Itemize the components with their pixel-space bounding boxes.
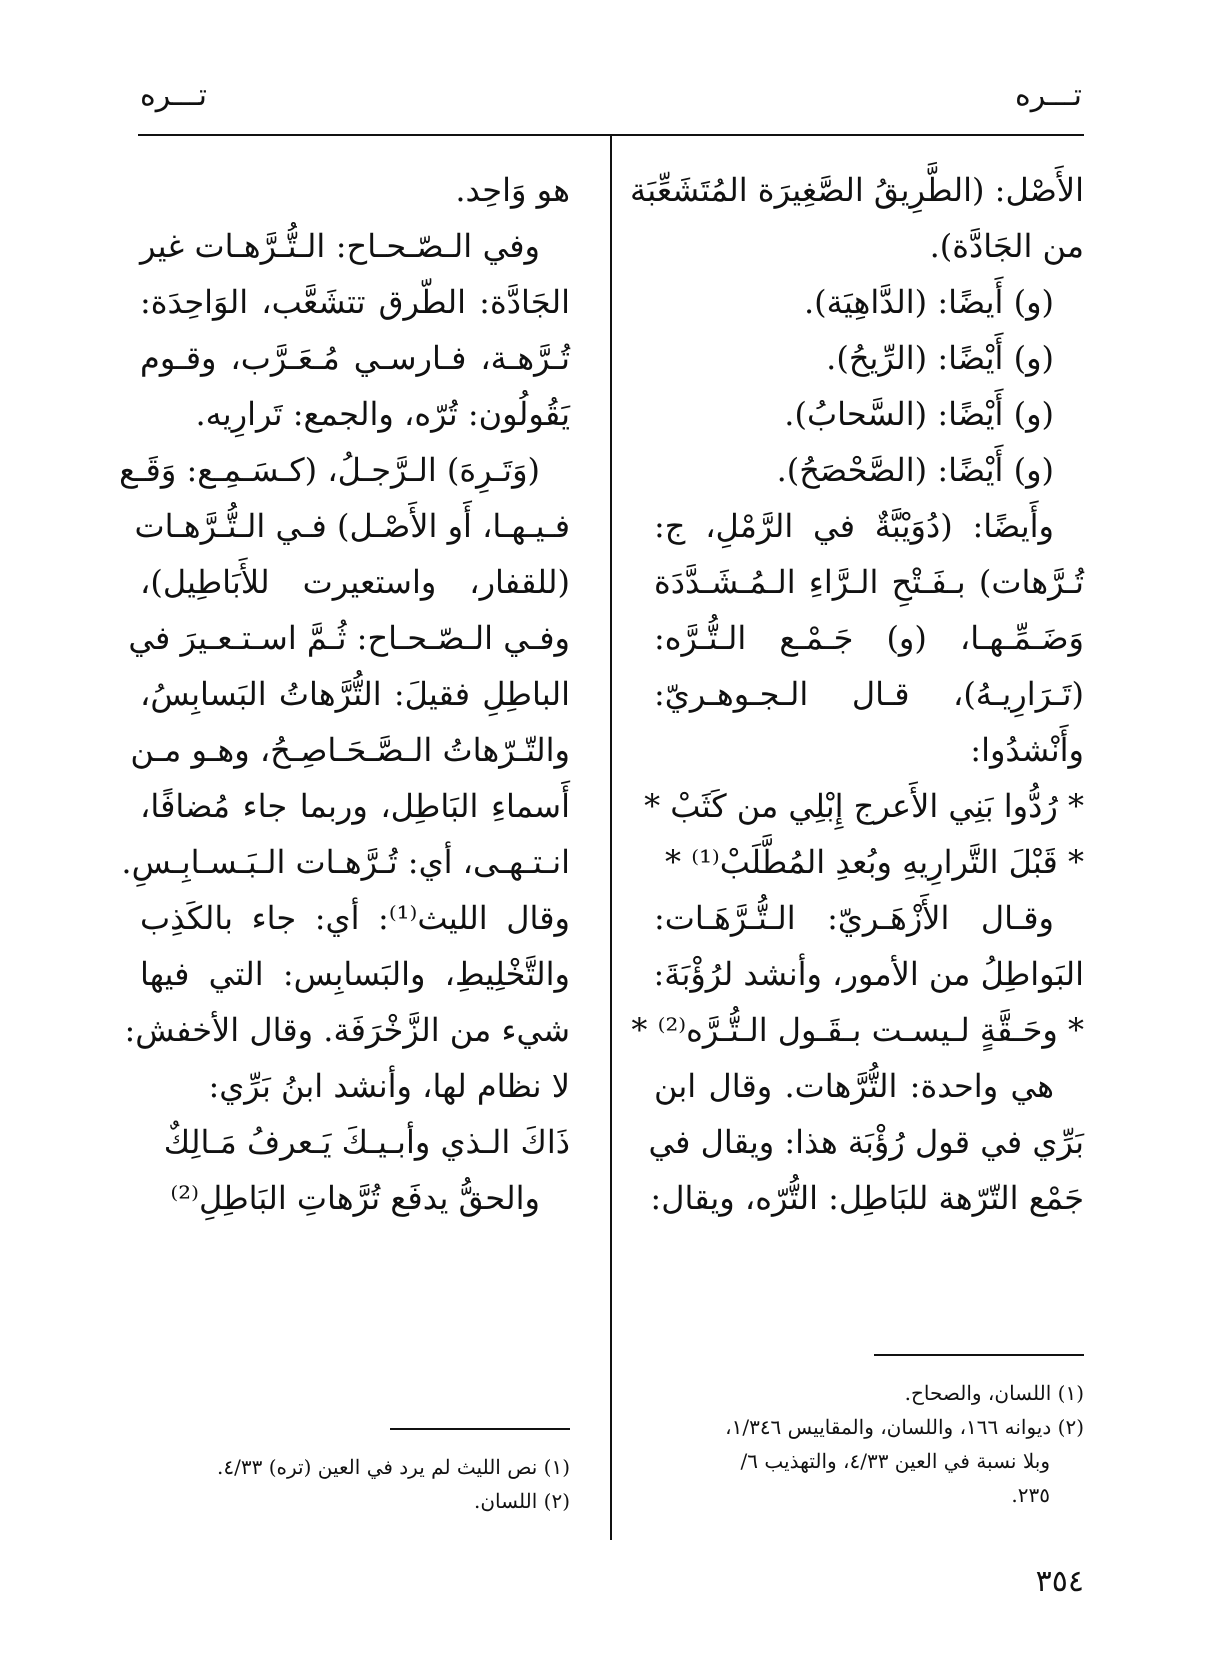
text-line: فـيـهـا، أَو الأَصْـل) فـي الـتُّـرَّهـات xyxy=(134,507,570,545)
text-line: (و) أَيْضًا: (السَّحابُ). xyxy=(784,395,1054,433)
text-line: يَقُولُون: تُرّه، والجمع: تَرارِيه. xyxy=(195,395,570,433)
footnote-rule-left xyxy=(390,1428,570,1430)
text-line: وقـال الأَزْهَـريّ: الـتُّـرَّهَـات: xyxy=(654,899,1054,937)
footnote-rule-right xyxy=(874,1354,1084,1356)
text-line: والتَّخْلِيطِ، والبَسابِس: التي فيها xyxy=(140,955,570,993)
text-line: جَمْع التّرّهة للبَاطِل: التُّرّه، ويقال: xyxy=(650,1179,1084,1217)
text-line: (و) أَيْضًا: (الصَّحْصَحُ). xyxy=(776,451,1054,489)
text-line: البَواطِلُ من الأمور، وأنشد لرُؤْبَةَ: xyxy=(653,955,1084,993)
text-line: شيء من الزَّخْرَفَة. وقال الأخفش: xyxy=(124,1011,570,1049)
verse-line: * قَبْلَ التَّرارِيهِ وبُعدِ المُطَّلَبْ⁽¹⁾ * xyxy=(665,843,1084,881)
right-column xyxy=(630,162,1084,1226)
text-line: هي واحدة: التُّرَّهات. وقال ابن xyxy=(654,1067,1054,1105)
text-line: وقال الليث⁽¹⁾: أي: جاء بالكَذِب xyxy=(140,899,570,937)
text-line: بَرِّي في قول رُؤْبَة هذا: ويقال في xyxy=(648,1123,1084,1161)
text-line: (و) أَيضًا: (الدَّاهِيَة). xyxy=(804,283,1054,321)
footnote-line: (٢) اللسان. xyxy=(474,1489,570,1513)
verse-line: * وحَـقَّةٍ لـيسـت بـقَـول الـتُّـرَّه⁽²⁾ * xyxy=(631,1011,1084,1049)
text-line: (تَـرَارِيـهُ)، قـال الـجـوهـريّ: xyxy=(654,675,1084,713)
text-line: تُـرَّهات) بـفَـتْحِ الـرَّاءِ الـمُـشَـدَّدَة xyxy=(654,563,1084,601)
verse-line: ذَاكَ الـذي وأبـيـكَ يَـعرفُ مَـالِكٌ xyxy=(163,1123,570,1161)
text-line: وأَنْشدُوا: xyxy=(970,731,1084,769)
text-line: انـتـهـى، أي: تُـرَّهـات الـبَـسـابِـسِ. xyxy=(121,843,570,881)
footnotes-left xyxy=(130,1450,570,1518)
text-line: الجَادَّة: الطّرق تتشَعَّب، الوَاحِدَة: xyxy=(140,283,570,321)
verse-line: والحقُّ يدفَع تُرَّهاتِ البَاطِلِ⁽²⁾ xyxy=(170,1179,540,1217)
text-line: (للقفار، واستعيرت للأَبَاطِيل)، xyxy=(140,563,570,601)
footnote-line: وبلا نسبة في العين ٤/٣٣، والتهذيب ٦/ xyxy=(740,1449,1050,1473)
running-header-right: تـــره xyxy=(1015,78,1082,113)
footnote-line: (١) نص الليث لم يرد في العين (تره) ٤/٣٣. xyxy=(217,1455,570,1479)
text-line: من الجَادَّة). xyxy=(929,227,1084,265)
text-line: أَسماءِ البَاطِل، وربما جاء مُضافًا، xyxy=(140,787,570,825)
text-line: وفي الـصّـحـاح: الـتُّـرَّهـات غير xyxy=(140,227,540,265)
column-divider xyxy=(610,136,612,1540)
verse-line: * رُدُّوا بَنِي الأَعرج إِبْلِي من كَثَبْ * xyxy=(644,787,1084,825)
footnote-line: (١) اللسان، والصحاح. xyxy=(904,1381,1084,1405)
text-line: لا نظام لها، وأنشد ابنُ بَرِّي: xyxy=(208,1067,570,1105)
text-line: تُـرَّهـة، فـارسـي مُـعَـرَّب، وقـوم xyxy=(140,339,570,377)
text-line: والتّـرّهاتُ الـصَّـحَـاصِـحُ، وهـو مـن xyxy=(130,731,570,769)
text-line: هو وَاحِد. xyxy=(455,171,570,209)
text-line: وأَيضًا: (دُوَيْبَّةٌ في الرَّمْلِ، ج: xyxy=(654,507,1054,545)
left-column xyxy=(119,162,570,1226)
text-line: الأَصْل: (الطَّرِيقُ الصَّغِيرَة المُتَشَعِّبَة xyxy=(630,171,1084,209)
footnote-line: ٢٣٥. xyxy=(1011,1483,1050,1507)
running-header-left: تـــره xyxy=(140,78,207,113)
footnote-line: (٢) ديوانه ١٦٦، واللسان، والمقاييس ١/٣٤٦، xyxy=(725,1415,1084,1439)
footnotes-right xyxy=(644,1376,1084,1512)
text-line: (و) أَيْضًا: (الرِّيحُ). xyxy=(826,339,1054,377)
text-line: (وَتَـرِهَ) الـرَّجـلُ، (كـسَـمِـع: وَقَـع xyxy=(119,451,540,489)
text-line: الباطِلِ فقيلَ: التُّرَّهاتُ البَسابِسُ، xyxy=(140,675,570,713)
page-number: ٣٥٤ xyxy=(1035,1564,1084,1599)
text-line: وَضَـمِّـهـا، (و) جَـمْـع الـتُّـرَّه: xyxy=(654,619,1084,657)
text-line: وفـي الـصّـحـاح: ثُـمَّ اسـتـعـيرَ في xyxy=(128,619,570,657)
